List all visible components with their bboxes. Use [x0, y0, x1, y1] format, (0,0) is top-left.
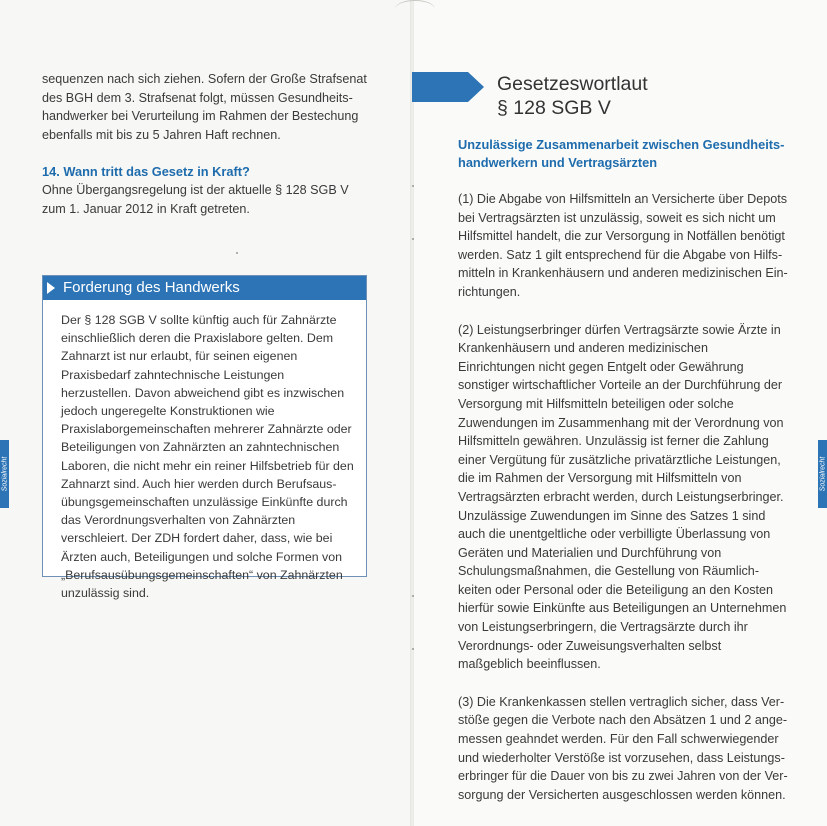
- intro-paragraph: sequenzen nach sich ziehen. Sofern der Große Strafsenat des BGH dem 3. Strafsenat folgt, müssen Gesundheitshandwerker bei Verurteilung im Rahmen der Bestechung ebenfalls mit bis zu 5 Jahren Haft rechnen.: [42, 72, 367, 142]
- question-14: [42, 163, 372, 218]
- law-text: [458, 190, 788, 804]
- demand-box-header: [43, 276, 366, 300]
- side-tab-right-label: Sozialrecht: [819, 456, 826, 492]
- side-tab-right: [818, 440, 827, 508]
- speck: [412, 185, 414, 187]
- section-subtitle: Unzulässige Zusammenarbeit zwischen Gesundheitshandwerkern und Vertragsärzten: [458, 137, 785, 170]
- demand-box-title: Forderung des Handwerks: [63, 279, 240, 296]
- triangle-icon: [47, 282, 55, 294]
- demand-box: [42, 275, 367, 601]
- section-arrow-icon: [412, 72, 484, 102]
- speck: [236, 252, 238, 254]
- speck: [412, 595, 414, 597]
- law-paragraph-2: (2) Leistungserbringer dürfen Vertragsärzte sowie Ärzte in Krankenhäusern und anderen medizinischen Einrichtungen nicht gegen Entgelt oder Gewährung sonstiger wirtschaftlicher Vorteile an der Durchführung der Versorgung mit Hilfsmitteln beteiligen oder solche Zuwendungen im Zusammenhang mit der Verordnung von Hilfsmitteln gewähren. Unzulässig ist ferner die Zahlung einer Vergütung für zusätzliche privatärztliche Leistungen, die im Rahmen der Versorgung mit Hilfsmitteln von Vertragsärzten erbracht werden, durch Leistungserbringer. Unzulässige Zuwendungen im Sinne des Satzes 1 sind auch die unentgeltliche oder verbilligte Überlassung von Geräten und Materialien und Durchführung von Schulungsmaßnahmen, die Gestellung von Räumlichkeiten oder Personal oder die Beteiligung an den Kosten hierfür sowie Einkünfte aus Beteiligungen an Unternehmen von Leistungserbringern, die Vertragsärzte durch ihr Verordnungs- oder Zuweisungsverhalten selbst maßgeblich beeinflussen.: [458, 322, 787, 672]
- question-14-answer: Ohne Übergangsregelung ist der aktuelle § 128 SGB V zum 1. Januar 2012 in Kraft getreten.: [42, 183, 349, 216]
- page-fold: [410, 0, 414, 826]
- law-paragraph-1: (1) Die Abgabe von Hilfsmitteln an Versicherte über Depots bei Vertragsärzten ist unzulässig, soweit es sich nicht um Hilfsmittel handelt, die zur Versorgung in Notfällen benötigt werden. Satz 1 gilt entsprechend für die Abgabe von Hilfsmitteln in Krankenhäusern und anderen medizinischen Einrichtungen.: [458, 192, 788, 299]
- speck: [412, 238, 414, 240]
- speck: [412, 648, 414, 650]
- section-title: [497, 72, 648, 120]
- side-tab-left-label: Sozialrecht: [1, 456, 8, 492]
- section-title-line1: Gesetzeswortlaut: [497, 73, 648, 95]
- side-tab-left: [0, 440, 9, 508]
- demand-box-text: Der § 128 SGB V sollte künftig auch für Zahnärzte einschließlich deren die Praxislabore gelten. Dem Zahnarzt ist nur erlaubt, für seinen eigenen Praxisbedarf zahntechnische Leistungen herzustellen. Davon abweichend gibt es inzwischen jedoch ungeregelte Konstruktionen wie Praxislaborgemeinschaften mehrerer Zahnärzte oder Beteiligungen von Zahnärzten an zahntechnischen Laboren, die nicht mehr ein reiner Hilfsbetrieb für den Zahnarzt sind. Auch hier werden durch Berufsausübungsgemeinschaften unzulässige Einkünfte durch das Verordnungsverhalten von Zahnärzten verschleiert. Der ZDH fordert daher, dass, wie bei Ärzten auch, Beteiligungen und solche Formen von „Berufsausübungsgemeinschaften“ von Zahnärzten unzulässig sind.: [61, 313, 354, 601]
- law-paragraph-3: (3) Die Krankenkassen stellen vertraglich sicher, dass Verstöße gegen die Verbote nach den Absätzen 1 und 2 angemessen geahndet werden. Für den Fall schwerwiegender und wiederholter Verstöße ist vorzusehen, dass Leistungserbringer für die Dauer von bis zu zwei Jahren von der Versorgung der Versicherten ausgeschlossen werden können.: [458, 694, 788, 802]
- section-title-line2: § 128 SGB V: [497, 97, 611, 119]
- question-14-heading: 14. Wann tritt das Gesetz in Kraft?: [42, 164, 250, 179]
